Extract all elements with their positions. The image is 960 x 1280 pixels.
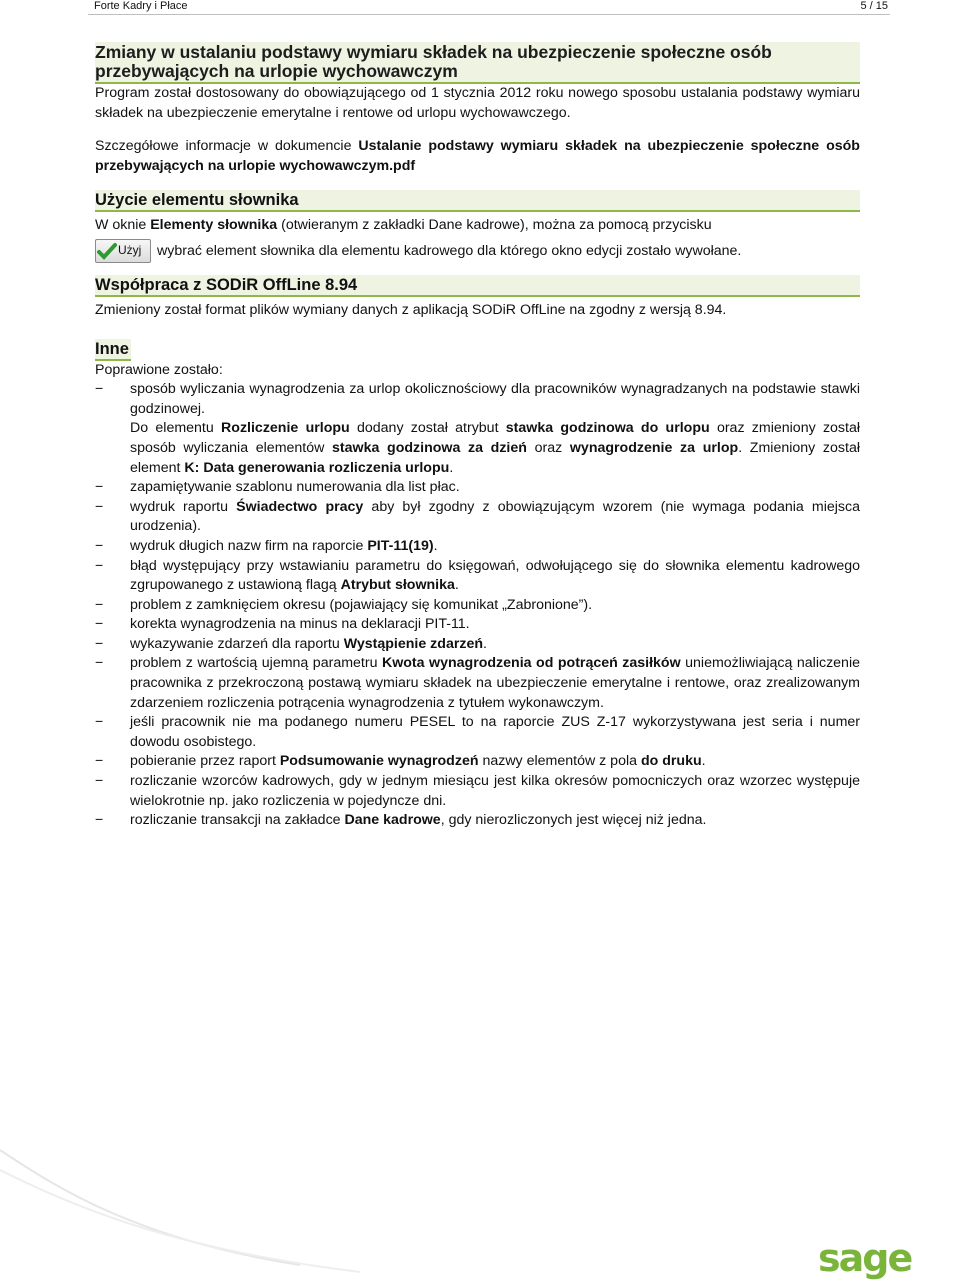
list-item: [95, 537, 860, 557]
dash: −: [95, 498, 104, 515]
t: pobieranie przez raport: [130, 753, 280, 770]
dash: −: [95, 537, 104, 554]
page-header: [88, 0, 890, 15]
t: błąd występujący przy wstawianiu parametru do księgowań, odwołującego się do słownika elementu kadrowego zgrupowanego z ustawioną flagą: [130, 557, 860, 594]
t: problem z wartością ujemną parametru: [130, 655, 382, 672]
text: sposób wyliczania wynagrodzenia za urlop okolicznościowy dla pracowników wynagradzanych na podstawie stawki godzinowej.: [130, 381, 860, 417]
list-item-detail: [95, 419, 860, 478]
section-title-sodir: Współpraca z SODiR OffLine 8.94: [95, 275, 860, 297]
header-title: Forte Kadry i Płace: [94, 0, 188, 12]
list-item: [95, 478, 860, 498]
tb: Rozliczenie urlopu: [221, 420, 350, 437]
tb: stawka godzinowa do urlopu: [505, 420, 710, 437]
dash: −: [95, 616, 104, 633]
section-title-slownik: Użycie elementu słownika: [95, 190, 860, 212]
sage-logo: sage: [818, 1236, 912, 1280]
section-title-inne: Inne: [95, 339, 131, 361]
list-item: [95, 498, 860, 537]
t: . Zmieniony został element: [130, 439, 860, 476]
t: , gdy nierozliczonych jest więcej niż jedna.: [440, 812, 707, 829]
dash: −: [95, 753, 104, 770]
intro-text: Poprawione zostało:: [95, 361, 223, 378]
doc-reference: Ustalanie podstawy wymiaru składek na ubezpieczenie społeczne osób przebywających na urlopie wychowawczym.pdf: [95, 138, 860, 174]
dash: −: [95, 714, 104, 731]
t: Do elementu: [130, 420, 222, 437]
tb: Atrybut słownika: [340, 577, 455, 594]
text: wybrać element słownika dla elementu kadrowego dla którego okno edycji zostało wywołane.: [157, 242, 742, 259]
t: wydruk raportu: [130, 498, 237, 515]
tb: Podsumowanie wynagrodzeń: [279, 753, 479, 770]
list-item: [95, 654, 860, 713]
text-bold: Elementy słownika: [150, 217, 278, 234]
t: .: [449, 459, 454, 476]
list-item: [95, 811, 860, 831]
text: W oknie: [95, 217, 151, 234]
t: .: [483, 635, 487, 652]
t: nazwy elementów z pola: [478, 753, 641, 770]
t: dodany został atrybut: [349, 420, 506, 437]
t: wykazywanie zdarzeń dla raportu: [130, 635, 344, 652]
tb: Kwota wynagrodzenia od potrąceń zasiłków: [381, 655, 681, 672]
tb: wynagrodzenie za urlop: [569, 439, 739, 456]
paragraph: Zmieniony został format plików wymiany danych z aplikacją SODiR OffLine na zgodny z wersją 8.94.: [95, 301, 727, 318]
text: rozliczanie wzorców kadrowych, gdy w jednym miesiącu jest kilka okresów pomocniczych oraz wzorzec występuje wielokrotnie np. jako rozliczenia w pojedyncze dni.: [130, 773, 860, 809]
text: Szczegółowe informacje w dokumencie: [95, 138, 359, 155]
fix-list: [95, 478, 860, 831]
text: korekta wynagrodzenia na minus na deklaracji PIT-11.: [130, 616, 470, 633]
dash: −: [95, 773, 104, 790]
list-item: [95, 380, 860, 419]
use-button[interactable]: [95, 239, 151, 263]
t: aby był zgodny z obowiązującym wzorem (nie wymaga podania miejsca urodzenia).: [130, 498, 861, 535]
decorative-swoosh: [0, 1130, 960, 1275]
dash: −: [95, 596, 104, 613]
list-item: [95, 752, 860, 772]
dash: −: [95, 479, 104, 496]
text: zapamiętywanie szablonu numerowania dla list płac.: [130, 479, 460, 496]
document-body: [95, 42, 860, 831]
tb: Wystąpienie zdarzeń: [343, 635, 484, 652]
t: wydruk długich nazw firm na raporcie: [130, 537, 368, 554]
section-title-urlop: Zmiany w ustalaniu podstawy wymiaru składek na ubezpieczenie społeczne osób przebywających na urlopie wychowawczym: [95, 42, 860, 84]
list-item: [95, 772, 860, 811]
list-item: [95, 596, 860, 616]
list-item: [95, 557, 860, 596]
tb: K: Data generowania rozliczenia urlopu: [184, 459, 450, 476]
dash: −: [95, 655, 104, 672]
t: rozliczanie transakcji na zakładce: [130, 812, 345, 829]
tb: Dane kadrowe: [344, 812, 441, 829]
dash: −: [95, 557, 104, 574]
list-item: [95, 635, 860, 655]
paragraph-button: [95, 239, 860, 263]
paragraph: Program został dostosowany do obowiązującego od 1 stycznia 2012 roku nowego sposobu ustalania podstawy wymiaru składek na ubezpieczenie emerytalne i rentowe od urlopu wychowawczego.: [95, 85, 860, 121]
dash: −: [95, 812, 104, 829]
tb: PIT-11(19): [367, 537, 434, 554]
t: .: [433, 537, 438, 554]
fix-list: [95, 380, 860, 419]
t: .: [701, 753, 706, 770]
t: uniemożliwiającą naliczenie pracownika z przekroczoną postawą wymiaru składek na ubezpieczenie emerytalne i rentowe, oraz zrealizowanym zdarzeniem rozliczenia potrącenia wynagrodzenia z tytułem wykonawczym.: [130, 655, 860, 711]
text: (otwieranym z zakładki Dane kadrowe), można za pomocą przycisku: [277, 217, 712, 234]
dash: −: [95, 635, 104, 652]
t: .: [454, 577, 459, 594]
t: oraz: [526, 439, 570, 456]
tb: stawka godzinowa za dzień: [332, 439, 527, 456]
tb: do druku: [640, 753, 702, 770]
paragraph-doc-ref: [95, 137, 860, 176]
paragraph: [95, 216, 860, 236]
t: oraz zmieniony został sposób wyliczania elementów: [130, 420, 861, 456]
page-number: 5 / 15: [860, 0, 888, 12]
dash: −: [95, 381, 104, 398]
tb: Świadectwo pracy: [236, 498, 364, 515]
list-item: [95, 615, 860, 635]
checkmark-icon: [96, 241, 118, 261]
text: problem z zamknięciem okresu (pojawiający się komunikat „Zabronione”).: [130, 596, 593, 613]
list-item: [95, 713, 860, 752]
text: jeśli pracownik nie ma podanego numeru PESEL to na raporcie ZUS Z-17 wykorzystywana jest seria i numer dowodu osobistego.: [130, 714, 860, 750]
use-button-label: Użyj: [118, 243, 142, 258]
